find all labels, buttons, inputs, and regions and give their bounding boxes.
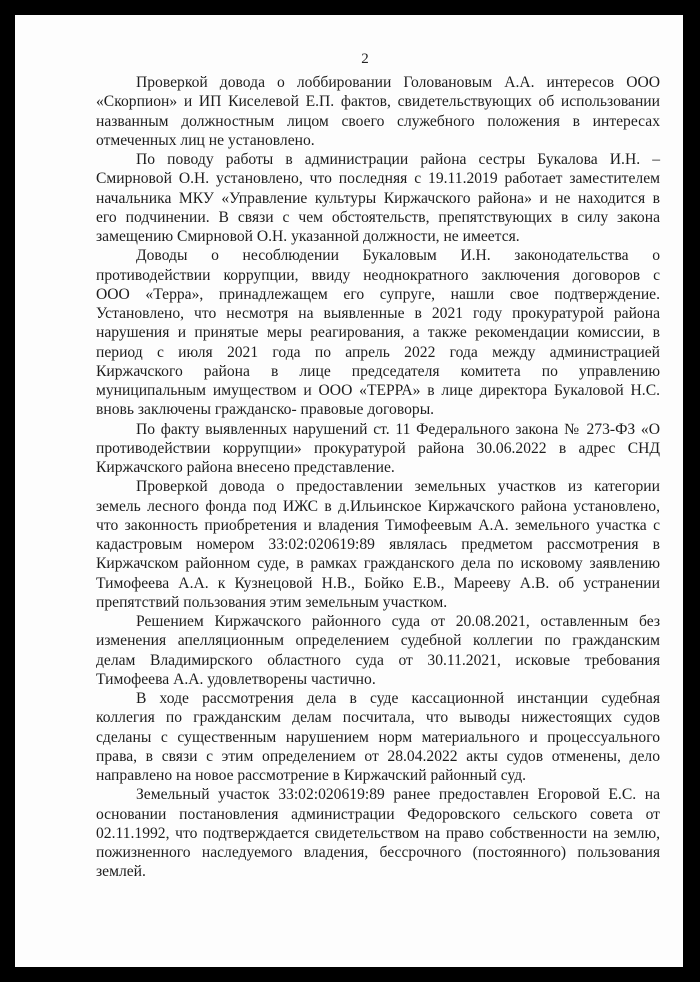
text-line: Доводы о несоблюдении Букаловым И.Н. законодательства о [136,247,660,265]
paragraph [96,246,660,419]
text-line: В ходе рассмотрения дела в суде кассационной инстанции судебная [136,690,660,707]
text-line: Киржачского района внесено представление. [96,459,395,476]
document-page [15,15,683,967]
paragraph [96,477,660,612]
paragraph [96,689,660,785]
text-line: Тимофеева А.А. удовлетворены частично. [96,670,376,688]
text-line: Смирновой О.Н. установлено, что последняя с 19.11.2019 работает заместителем [96,170,660,188]
text-line: его подчинении. В связи с чем обстоятельств, препятствующих в силу закона [96,208,660,226]
paragraph [96,73,660,150]
text-line: Киржачского района в лице председателя комитета по управлению [96,362,660,380]
text-line: кадастровым номером 33:02:020619:89 являлась предметом рассмотрения в [96,536,660,553]
text-line: основании постановления администрации Федоровского сельского совета от [96,805,660,823]
text-line: изменения апелляционным определением судебной коллегии по гражданским [96,632,660,650]
text-line: препятствий пользования этим земельным участком. [96,593,448,611]
text-line: ООО «Терра», принадлежащем его супруге, нашли свое подтверждение. [96,285,660,303]
text-line: период с июля 2021 года по апрель 2022 года между администрацией [96,343,660,361]
text-line: пожизненного наследуемого владения, бессрочного (постоянного) пользования [96,844,660,861]
text-line: Тимофеева А.А. к Кузнецовой Н.В., Бойко Е.В., Марееву А.В. об устранении [96,574,660,592]
text-line: противодействии коррупции» прокуратурой района 30.06.2022 в адрес СНД [96,439,660,457]
text-line: права, в связи с этим определением от 28.04.2022 акты судов отменены, дело [96,747,660,765]
text-line: вновь заключены гражданско- правовые договоры. [96,401,435,419]
text-line: замещению Смирновой О.Н. указанной должности, не имеется. [96,228,520,245]
text-line: По поводу работы в администрации района сестры Букалова И.Н. – [136,151,660,168]
text-line: противодействии коррупции, ввиду неоднократного заключения договоров с [96,266,660,284]
document-body [96,73,660,882]
text-line: землей. [96,863,146,881]
text-line: нарушения и принятые меры реагирования, а также рекомендации комиссии, в [96,324,660,342]
text-line: Земельный участок 33:02:020619:89 ранее предоставлен Егоровой Е.С. на [136,786,660,804]
text-line: делам Владимирского областного суда от 30.11.2021, исковые требования [96,651,660,669]
text-line: что законность приобретения и владения Тимофеевым А.А. земельного участка с [96,516,660,534]
text-line: сделаны с существенным нарушением норм материального и процессуального [96,728,660,746]
text-line: Проверкой довода о предоставлении земельных участков из категории [136,478,660,496]
text-line: Проверкой довода о лоббировании Головановым А.А. интересов ООО [136,74,660,91]
text-line: земель лесного фонда под ИЖС в д.Ильинское Киржачского района установлено, [96,497,660,515]
text-line: начальника МКУ «Управление культуры Киржачского района» и не находится в [96,189,660,207]
text-line: Решением Киржачского районного суда от 20.08.2021, оставленным без [136,613,660,630]
text-line: Установлено, что несмотря на выявленные в 2021 году прокуратурой района [96,305,660,322]
text-line: По факту выявленных нарушений ст. 11 Федерального закона № 273-ФЗ «О [136,420,660,438]
paragraph [96,420,660,478]
paragraph [96,785,660,881]
text-line: коллегия по гражданским делам посчитала, что выводы нижестоящих судов [96,709,660,727]
text-line: направлено на новое рассмотрение в Киржачский районный суд. [96,767,527,784]
page-number: 2 [361,51,369,67]
text-line: отмеченных лиц не установлено. [96,131,315,149]
text-line: муниципальным имуществом и ООО «ТЕРРА» в лице директора Букаловой Н.С. [96,382,660,399]
text-line: Киржачском районном суде, в рамках гражданского дела по исковому заявлению [96,555,660,573]
paragraph [96,612,660,689]
text-line: названным должностным лицом своего служебного положения в интересах [96,112,660,130]
paragraph [96,150,660,246]
text-line: 02.11.1992, что подтверждается свидетельством на право собственности на землю, [96,824,660,842]
text-line: «Скорпион» и ИП Киселевой Е.П. фактов, свидетельствующих об использовании [96,93,660,111]
